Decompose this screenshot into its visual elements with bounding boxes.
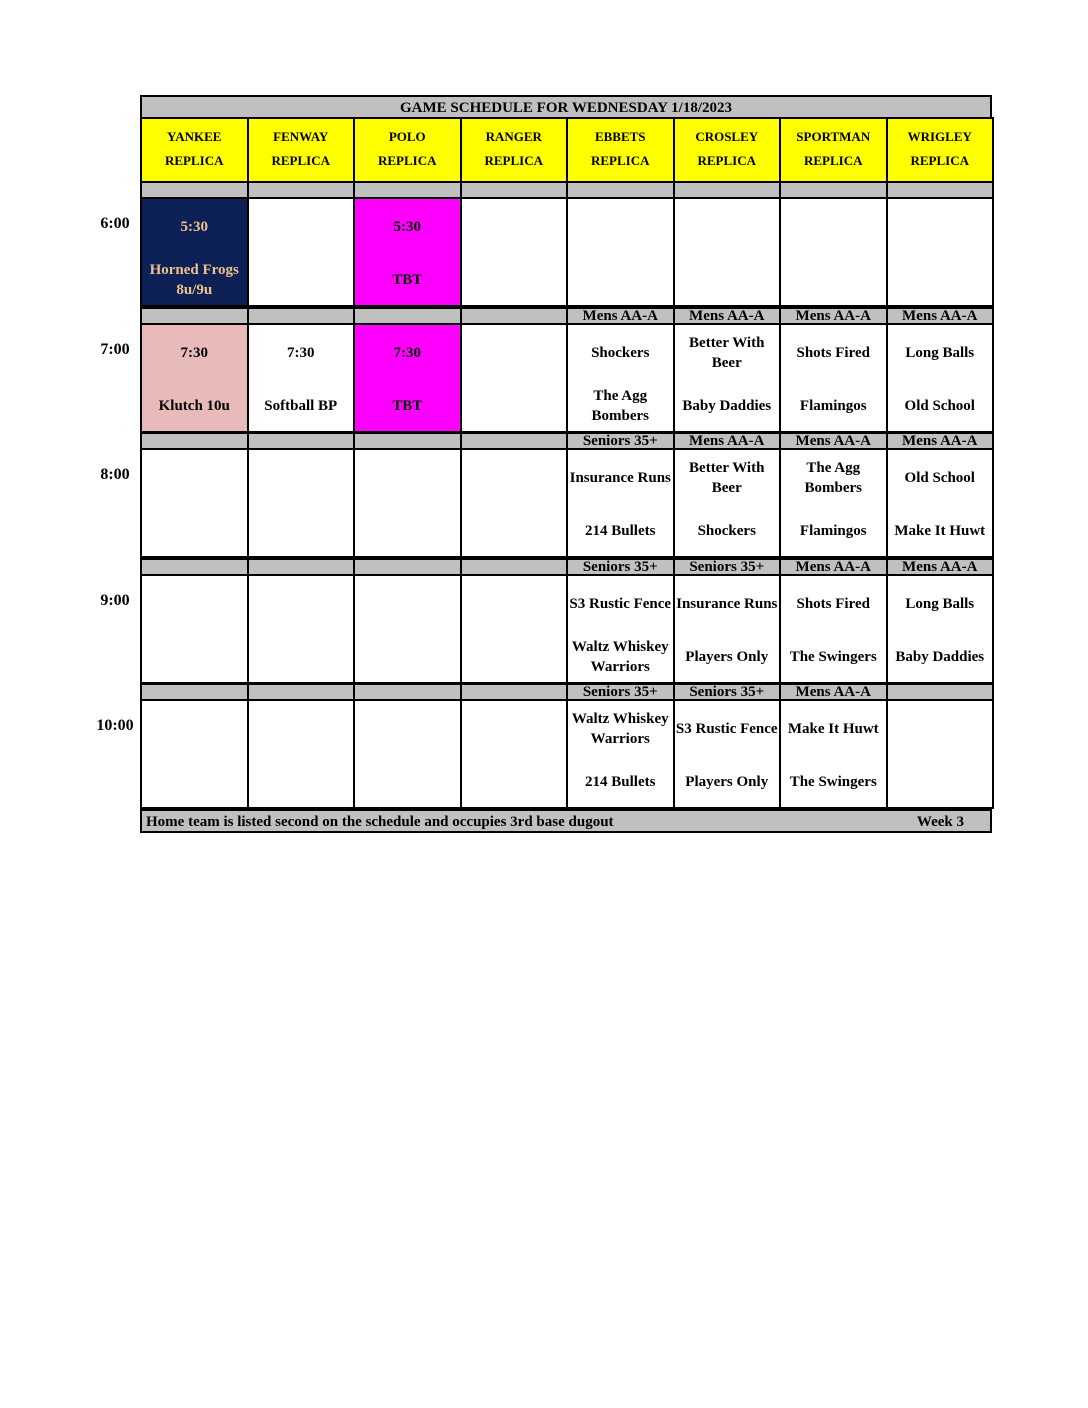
- home-team: [781, 255, 886, 305]
- game-cell: [566, 197, 675, 307]
- game-cell: [779, 197, 888, 307]
- field-name: WRIGLEY: [907, 129, 972, 144]
- game-cell: [886, 197, 995, 307]
- field-name: EBBETS: [594, 129, 646, 144]
- away-team: Old School: [904, 470, 975, 486]
- game-cell: [886, 699, 995, 809]
- division-cell: Mens AA-A: [566, 307, 675, 325]
- home-team: [142, 632, 247, 682]
- away-team: Shots Fired: [796, 345, 870, 361]
- division-cell: Mens AA-A: [886, 558, 995, 576]
- away-team: [142, 701, 247, 757]
- game-cell: [247, 323, 356, 433]
- home-team: [249, 757, 354, 807]
- field-header-sportman: [779, 117, 888, 183]
- away-team: [888, 701, 993, 757]
- field-sub: REPLICA: [377, 153, 437, 168]
- field-header-ebbets: [566, 117, 675, 183]
- game-cell: [566, 448, 675, 558]
- division-cell: Mens AA-A: [886, 432, 995, 450]
- game-cell: [353, 699, 462, 809]
- time-label: 10:00: [96, 717, 134, 734]
- away-team: [781, 199, 886, 255]
- division-cell: Mens AA-A: [779, 683, 888, 701]
- division-cell: Seniors 35+: [566, 432, 675, 450]
- footer-note: Home team is listed second on the schedule and occupies 3rd base dugout: [146, 814, 614, 830]
- game-cell: [247, 448, 356, 558]
- game-cell: [247, 574, 356, 684]
- game-cell: [353, 197, 462, 307]
- game-cell: [779, 448, 888, 558]
- home-team: [568, 255, 673, 305]
- field-header-ranger: [460, 117, 569, 183]
- field-sub: REPLICA: [697, 153, 756, 168]
- home-team: [888, 757, 993, 807]
- home-team: 214 Bullets: [585, 523, 656, 539]
- home-team: Klutch 10u: [158, 398, 230, 414]
- home-team: Baby Daddies: [895, 649, 985, 665]
- time-label: 6:00: [100, 215, 130, 232]
- game-cell: [460, 574, 569, 684]
- game-cell: [140, 197, 249, 307]
- home-team: [249, 255, 354, 305]
- field-header-wrigley: [886, 117, 995, 183]
- home-team: Players Only: [685, 649, 769, 665]
- game-cell: [673, 448, 782, 558]
- field-sub: REPLICA: [910, 153, 969, 168]
- game-cell: [566, 323, 675, 433]
- time-label: 7:00: [100, 341, 130, 358]
- field-name: CROSLEY: [695, 129, 759, 144]
- game-cell: [460, 699, 569, 809]
- home-team: Make It Huwt: [894, 523, 986, 539]
- home-team: [355, 632, 460, 682]
- home-team: The Swingers: [789, 774, 877, 790]
- field-header-yankee: [140, 117, 249, 183]
- division-cell: Seniors 35+: [673, 558, 782, 576]
- game-cell: [460, 448, 569, 558]
- home-team: Softball BP: [264, 398, 338, 414]
- home-team: The Agg Bombers: [591, 388, 649, 424]
- field-header-polo: [353, 117, 462, 183]
- game-cell: [886, 323, 995, 433]
- away-team: Shots Fired: [796, 596, 870, 612]
- away-team: [462, 701, 567, 757]
- game-cell: [886, 448, 995, 558]
- away-team: 5:30: [180, 219, 208, 235]
- field-name: YANKEE: [167, 129, 222, 144]
- away-team: The Agg Bombers: [804, 460, 862, 496]
- home-team: Shockers: [697, 523, 756, 539]
- division-cell: Seniors 35+: [566, 683, 675, 701]
- home-team: [462, 506, 567, 556]
- division-cell: Mens AA-A: [886, 307, 995, 325]
- home-team: TBT: [392, 272, 423, 288]
- field-header-fenway: [247, 117, 356, 183]
- game-cell: [353, 574, 462, 684]
- home-team: Horned Frogs 8u/9u: [149, 262, 239, 298]
- away-team: [355, 576, 460, 632]
- game-cell: [140, 323, 249, 433]
- time-label: 9:00: [100, 592, 130, 609]
- field-name: POLO: [388, 129, 426, 144]
- game-cell: [460, 323, 569, 433]
- away-team: Long Balls: [905, 596, 975, 612]
- division-cell: Mens AA-A: [673, 432, 782, 450]
- home-team: Players Only: [685, 774, 769, 790]
- division-cell: Seniors 35+: [566, 558, 675, 576]
- schedule-footer: [140, 809, 992, 833]
- home-team: [355, 757, 460, 807]
- home-team: [675, 255, 780, 305]
- home-team: [249, 506, 354, 556]
- home-team: TBT: [392, 398, 423, 414]
- away-team: [355, 701, 460, 757]
- home-team: Flamingos: [799, 523, 867, 539]
- away-team: [462, 325, 567, 381]
- field-name: RANGER: [485, 129, 542, 144]
- field-header-crosley: [673, 117, 782, 183]
- week-label: Week 3: [916, 814, 964, 830]
- home-team: Waltz Whiskey Warriors: [571, 639, 669, 675]
- game-cell: [673, 699, 782, 809]
- game-cell: [247, 197, 356, 307]
- field-sub: REPLICA: [803, 153, 863, 168]
- division-cell: Mens AA-A: [779, 432, 888, 450]
- game-cell: [247, 699, 356, 809]
- field-sub: REPLICA: [484, 153, 543, 168]
- away-team: Insurance Runs: [569, 470, 671, 486]
- field-name: FENWAY: [273, 129, 329, 144]
- away-team: S3 Rustic Fence: [675, 721, 778, 737]
- home-team: [355, 506, 460, 556]
- away-team: [142, 450, 247, 506]
- away-team: [888, 199, 993, 255]
- game-cell: [353, 323, 462, 433]
- home-team: The Swingers: [789, 649, 877, 665]
- away-team: [675, 199, 780, 255]
- game-cell: [779, 699, 888, 809]
- away-team: Shockers: [591, 345, 650, 361]
- away-team: 7:30: [393, 345, 421, 361]
- away-team: [462, 450, 567, 506]
- away-team: [249, 701, 354, 757]
- division-cell: Mens AA-A: [779, 307, 888, 325]
- game-cell: [673, 323, 782, 433]
- away-team: [249, 576, 354, 632]
- away-team: [142, 576, 247, 632]
- game-cell: [140, 448, 249, 558]
- away-team: Better With Beer: [689, 335, 765, 371]
- game-cell: [353, 448, 462, 558]
- away-team: Long Balls: [905, 345, 975, 361]
- away-team: Make It Huwt: [787, 721, 879, 737]
- away-team: Insurance Runs: [676, 596, 778, 612]
- game-cell: [673, 574, 782, 684]
- game-cell: [779, 574, 888, 684]
- away-team: 7:30: [180, 345, 208, 361]
- away-team: [462, 199, 567, 255]
- game-cell: [566, 574, 675, 684]
- away-team: 5:30: [393, 219, 421, 235]
- game-cell: [140, 574, 249, 684]
- game-cell: [460, 197, 569, 307]
- away-team: S3 Rustic Fence: [569, 596, 672, 612]
- game-cell: [779, 323, 888, 433]
- field-sub: REPLICA: [271, 153, 330, 168]
- home-team: Baby Daddies: [682, 398, 772, 414]
- home-team: [249, 632, 354, 682]
- home-team: [462, 255, 567, 305]
- away-team: Waltz Whiskey Warriors: [571, 711, 669, 747]
- home-team: [462, 632, 567, 682]
- division-cell: Mens AA-A: [673, 307, 782, 325]
- game-cell: [566, 699, 675, 809]
- away-team: [355, 450, 460, 506]
- home-team: [462, 381, 567, 431]
- away-team: [568, 199, 673, 255]
- field-name: SPORTMAN: [796, 129, 871, 144]
- division-cell: Seniors 35+: [673, 683, 782, 701]
- game-cell: [140, 699, 249, 809]
- game-cell: [673, 197, 782, 307]
- away-team: [249, 450, 354, 506]
- away-team: [249, 199, 354, 255]
- away-team: Better With Beer: [689, 460, 765, 496]
- schedule-title: GAME SCHEDULE FOR WEDNESDAY 1/18/2023: [140, 95, 992, 119]
- home-team: [142, 757, 247, 807]
- field-sub: REPLICA: [590, 153, 650, 168]
- home-team: Flamingos: [799, 398, 867, 414]
- home-team: [888, 255, 993, 305]
- home-team: 214 Bullets: [585, 774, 656, 790]
- away-team: 7:30: [287, 345, 315, 361]
- time-label: 8:00: [100, 466, 130, 483]
- home-team: [462, 757, 567, 807]
- division-cell: Mens AA-A: [779, 558, 888, 576]
- field-sub: REPLICA: [164, 153, 224, 168]
- schedule-table: [140, 95, 992, 833]
- away-team: [462, 576, 567, 632]
- home-team: [142, 506, 247, 556]
- game-cell: [886, 574, 995, 684]
- home-team: Old School: [904, 398, 975, 414]
